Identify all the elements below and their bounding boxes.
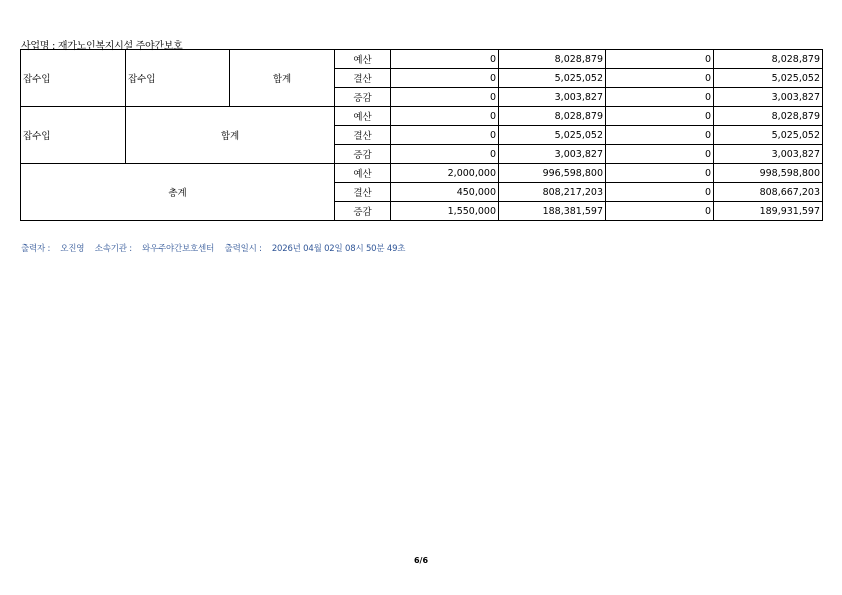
value-cell: 8,028,879 bbox=[714, 107, 823, 126]
value-cell: 0 bbox=[606, 107, 714, 126]
type-cell: 예산 bbox=[335, 107, 391, 126]
value-cell: 3,003,827 bbox=[499, 145, 606, 164]
value-cell: 0 bbox=[391, 88, 499, 107]
value-cell: 0 bbox=[606, 88, 714, 107]
budget-table bbox=[20, 49, 823, 221]
type-cell: 예산 bbox=[335, 164, 391, 183]
value-cell: 0 bbox=[606, 164, 714, 183]
value-cell: 8,028,879 bbox=[499, 50, 606, 69]
value-cell: 8,028,879 bbox=[714, 50, 823, 69]
value-cell: 5,025,052 bbox=[714, 69, 823, 88]
value-cell: 0 bbox=[606, 183, 714, 202]
subtotal-cell: 합계 bbox=[126, 107, 335, 164]
value-cell: 0 bbox=[391, 107, 499, 126]
type-cell: 예산 bbox=[335, 50, 391, 69]
table-row bbox=[21, 164, 823, 183]
value-cell: 189,931,597 bbox=[714, 202, 823, 221]
value-cell: 1,550,000 bbox=[391, 202, 499, 221]
value-cell: 0 bbox=[391, 69, 499, 88]
value-cell: 0 bbox=[606, 50, 714, 69]
org-name: 와우주야간보호센터 bbox=[141, 244, 215, 254]
type-cell: 결산 bbox=[335, 183, 391, 202]
value-cell: 450,000 bbox=[391, 183, 499, 202]
value-cell: 5,025,052 bbox=[499, 126, 606, 145]
print-time-label: 출력일시 : bbox=[224, 244, 262, 254]
print-info-footer bbox=[21, 242, 413, 254]
value-cell: 0 bbox=[606, 145, 714, 164]
value-cell: 808,217,203 bbox=[499, 183, 606, 202]
type-cell: 결산 bbox=[335, 126, 391, 145]
value-cell: 8,028,879 bbox=[499, 107, 606, 126]
table-row bbox=[21, 50, 823, 69]
page-number: 6/6 bbox=[413, 556, 429, 565]
value-cell: 188,381,597 bbox=[499, 202, 606, 221]
value-cell: 0 bbox=[391, 126, 499, 145]
printer-name: 오진영 bbox=[60, 244, 85, 254]
org-label: 소속기관 : bbox=[94, 244, 132, 254]
value-cell: 0 bbox=[606, 69, 714, 88]
value-cell: 996,598,800 bbox=[499, 164, 606, 183]
value-cell: 998,598,800 bbox=[714, 164, 823, 183]
value-cell: 3,003,827 bbox=[499, 88, 606, 107]
value-cell: 0 bbox=[606, 202, 714, 221]
business-name: 재가노인복지시설 주야간보호 bbox=[57, 41, 183, 52]
value-cell: 0 bbox=[606, 126, 714, 145]
type-cell: 증감 bbox=[335, 88, 391, 107]
value-cell: 5,025,052 bbox=[499, 69, 606, 88]
table-row bbox=[21, 107, 823, 126]
grand-total-cell: 총계 bbox=[21, 164, 335, 221]
category-cell: 잡수입 bbox=[21, 50, 126, 107]
value-cell: 3,003,827 bbox=[714, 88, 823, 107]
value-cell: 5,025,052 bbox=[714, 126, 823, 145]
type-cell: 증감 bbox=[335, 202, 391, 221]
subcategory-cell: 잡수입 bbox=[126, 50, 230, 107]
value-cell: 2,000,000 bbox=[391, 164, 499, 183]
value-cell: 808,667,203 bbox=[714, 183, 823, 202]
value-cell: 0 bbox=[391, 145, 499, 164]
category-cell: 잡수입 bbox=[21, 107, 126, 164]
printer-label: 출력자 : bbox=[21, 244, 51, 254]
print-time-value: 2026년 04월 02일 08시 50분 49초 bbox=[271, 244, 406, 254]
item-cell: 합계 bbox=[230, 50, 335, 107]
type-cell: 증감 bbox=[335, 145, 391, 164]
value-cell: 3,003,827 bbox=[714, 145, 823, 164]
value-cell: 0 bbox=[391, 50, 499, 69]
business-label: 사업명 : bbox=[21, 41, 56, 52]
type-cell: 결산 bbox=[335, 69, 391, 88]
